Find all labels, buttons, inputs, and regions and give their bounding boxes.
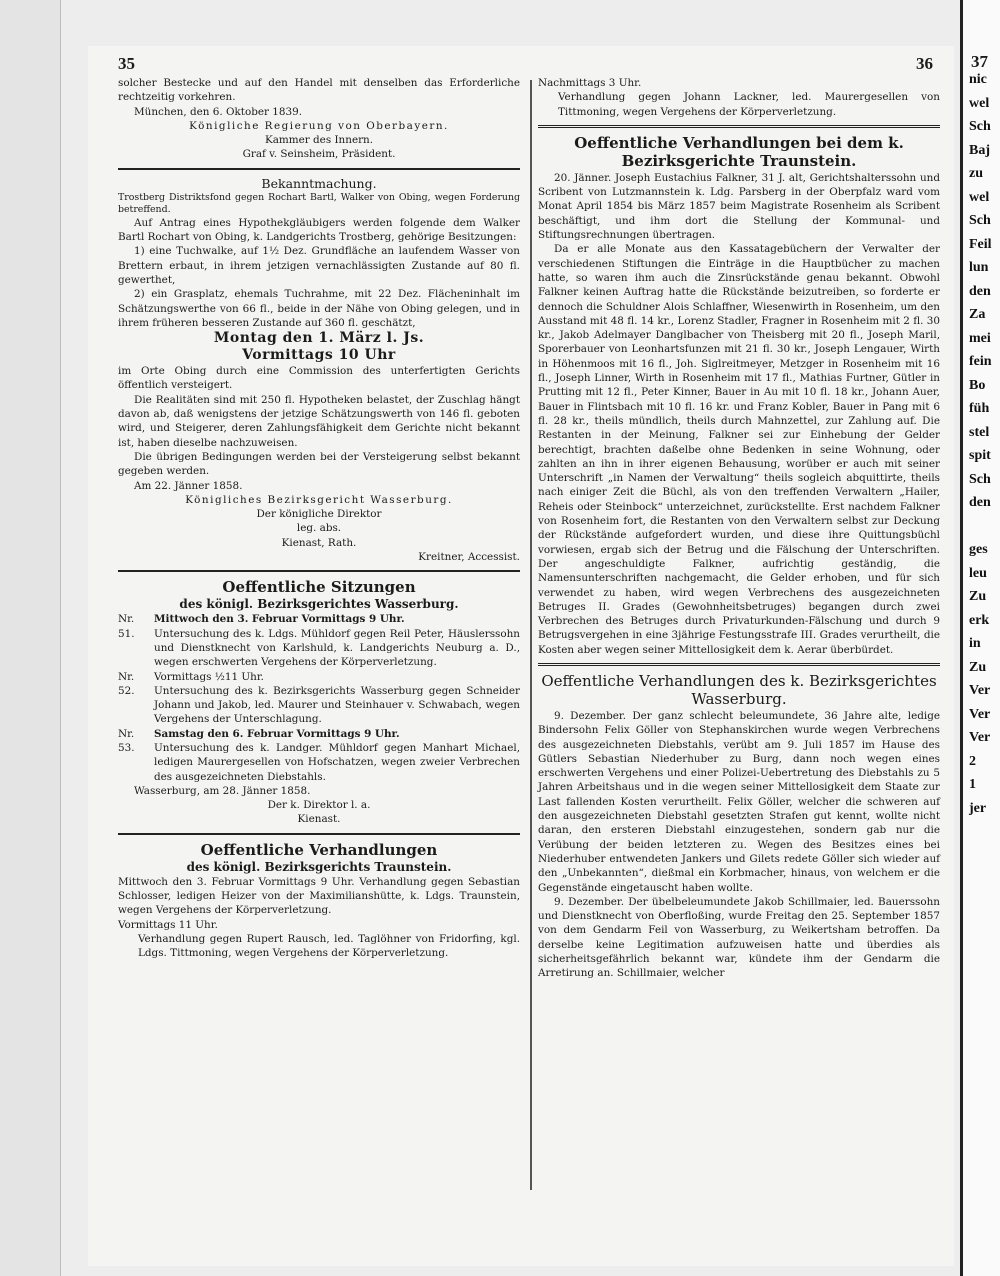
intro-text: solcher Bestecke und auf den Handel mit denselben das Erforderliche rechtzeitig vorkehren.: [118, 77, 520, 104]
notice-clerk: Kreitner, Accessist.: [418, 551, 520, 564]
notice-signatory: Kienast, Rath.: [281, 536, 357, 549]
page-number-edge: 37: [971, 52, 988, 71]
notice-paragraph: Die Realitäten sind mit 250 fl. Hypotheken belastet, der Zuschlag hängt davon ab, daß wenigstens der jetzige Schätzungswerth von 146 fl. geboten wird, und Steigerer, deren Zahlungsfähigkeit dem Gerichte nicht bekannt ist, haben dieselbe nachzuweisen.: [118, 393, 520, 449]
session-number: Nr. 52.: [118, 670, 135, 697]
notice-court: Königliches Bezirksgericht Wasserburg.: [185, 493, 453, 506]
sessions-director: Der k. Direktor l. a.: [267, 799, 371, 812]
binding-edge: [0, 0, 61, 1276]
session-time: Samstag den 6. Februar Vormittags 9 Uhr.: [154, 727, 400, 740]
divider: [118, 168, 520, 170]
traunstein-section-title: Oeffentliche Verhandlungen bei dem k. Bezirksgerichte Traunstein.: [574, 133, 904, 170]
notice-paragraph: Auf Antrag eines Hypothekgläubigers werden folgende dem Walker Bartl Rochart von Obing, k. Landgerichts Trostberg, gehörige Besitzungen:: [118, 216, 520, 244]
session-number: Nr. 53.: [118, 727, 135, 754]
sessions-title: Oeffentliche Sitzungen: [222, 578, 416, 597]
hearing-time: Vormittags 11 Uhr.: [118, 918, 218, 931]
edge-text-fragments: nic wel Sch Baj zu wel Sch Feil lun den Za mei fein Bo füh stel spit Sch den ges leu Zu erk in Zu Ver Ver Ver 2 1 jer: [969, 72, 992, 816]
left-column: [118, 76, 520, 961]
case-paragraph: 20. Jänner. Joseph Eustachius Falkner, 31 J. alt, Gerichtshalterssohn und Scribent von Lutzmannstein k. Ldg. Parsberg in der Oberpfalz ward vom Monat April 1854 bis März 1857 beim Magistrate Rosenheim als Scribent beschäftigt, und ihm dort die Stellung der Kommunal- und Stiftungsrechnungen übertragen.: [538, 171, 940, 242]
case-paragraph: Da er alle Monate aus den Kassatagebüchern der Verwalter der verschiedenen Stiftungen die Einträge in die Hauptbücher zu machen hatte, so waren ihm auch die Zinsrückstände genau bekannt. Obwohl Falkner keinen Auftrag hatte die Rückstände beizutreiben, so forderte er dennoch die Schuldner Alois Schlaffner, Wiesenwirth in Rosenheim, um den Ausstand mit 48 fl. 14 kr., Lorenz Stadler, Fragner in Rosenheim mit 2 fl. 30 kr., Jakob Adelmayer Danglbacher von Theisberg mit 20 fl., Joseph Maril, Sporerbauer von Leonhartsfunzen mit 21 fl. 30 kr., Joseph Lengauer, Wirth in Höhenmoos mit 16 fl., Joh. Siglreitmeyer, Metzger in Rosenheim mit 16 fl., Joseph Linner, Wirth in Rosenheim mit 17 fl., Mathias Furtner, Gütler in Prutting mit 12 fl., Peter Kinner, Bauer in Au mit 10 fl. 18 kr., Johann Auer, Bauer in Flintsbach mit 10 fl. 16 kr. und Franz Kobler, Bauer in Pang mit 6 fl. 28 kr., theils mündlich, theils durch Mahnzettel, zur Zahlung auf. Die Restanten in der Meinung, Falkner sei zur Einhebung der Gelder berechtigt, brachten daßelbe ohne Bedenken in seine Wohnung, oder zahlten an ihn in ihrer eigenen Behausung, worüber er auch mit seiner Unterschrift „in Namen der Verwaltung“ theils sogleich abquittirte, theils nach einiger Zeit die Büchl, als von den treffenden Verwaltern „Hailer, Reheis oder Steinbock“ unterzeichnet, zurückstellte. Erst nachdem Falkner von Rosenheim fort, die Restanten von den Verwaltern selbst zur Deckung der Rückstände aufgefordert wurden, und diese ihre Quittungsbüchl vorwiesen, ergab sich der Betrug und die Fälschung der Unterschriften. Der angeschuldigte Falkner, aufrichtig geständig, die Namensunterschriften nachgemacht, die Gelder erhoben, und für sich verwendet zu haben, wird wegen Verbrechens des ausgezeichneten Betruges II. Grades (Gewohnheitsbetruges) begangen durch zwei Verbrechen des Betruges durch Privaturkunden-Fälschung und durch 9 Betrugsvergehen in eine 3jährige Festungsstrafe III. Grades verurtheilt, die Kosten aber wegen seiner Mittellosigkeit dem k. Aerar überbürdet.: [538, 243, 940, 656]
column-divider: [530, 80, 532, 1190]
adjacent-page-edge: [960, 0, 1000, 1276]
session-body: Untersuchung des k. Landger. Mühldorf gegen Manhart Michael, ledigen Maurergesellen von Hofschatzen, wegen zweier Verbrechen des ausgezeichneten Diebstahls.: [154, 741, 520, 783]
hearing-text: Verhandlung gegen Johann Lackner, led. Maurergesellen von Tittmoning, wegen Vergehens der Körperverletzung.: [558, 91, 940, 118]
session-entry: [118, 727, 520, 784]
session-time: Mittwoch den 3. Februar Vormittags 9 Uhr.: [154, 613, 405, 626]
page-number-right: 36: [916, 54, 933, 73]
session-time: Vormittags ½11 Uhr.: [154, 670, 264, 683]
notice-paragraph: Die übrigen Bedingungen werden bei der Versteigerung selbst bekannt gegeben werden.: [118, 450, 520, 478]
right-column: [538, 76, 940, 981]
notice-item-1: 1) eine Tuchwalke, auf 1½ Dez. Grundfläche an laufendem Wasser von Brettern erbaut, in ihrem jetzigen vernachlässigten Zustande auf 80 fl. gewerthet,: [118, 245, 520, 286]
decree-department: Kammer des Innern.: [264, 134, 374, 147]
traunstein-subtitle: des königl. Bezirksgerichts Traunstein.: [186, 859, 452, 874]
case-paragraph: 9. Dezember. Der ganz schlecht beleumundete, 36 Jahre alte, ledige Bindersohn Felix Göller von Stephanskirchen wurde wegen Verbrechens des ausgezeichneten Diebstahls, verübt am 9. Juli 1857 im Hause des Gütlers Sebastian Niederhuber zu Burg, dann noch wegen eines erschwerten Vergehens und einer Polizei-Uebertretung des Diebstahls zu 5 Jahren Arbeitshaus und in die wegen seiner Mittellosigkeit dem Staate zur Last fallenden Kosten verurtheilt. Felix Göller, welcher die schweren auf den ausgezeichneten Diebstahl gesetzten Strafen gut kennt, wollte nicht daran, den ersteren Diebstahl einzugestehen, sondern gab nur die Verübung der beiden letzteren zu. Wegen des Besitzes eines bei Niederhuber entwendeten Jankers und Gilets redete Göller sich wieder auf den „Unbekannten“, dießmal ein Korbmacher, hinaus, von welchem er die Gegenstände eingetauscht haben wollte.: [538, 709, 940, 894]
notice-title: Bekanntmachung.: [261, 175, 377, 191]
hearing-text: Mittwoch den 3. Februar Vormittags 9 Uhr. Verhandlung gegen Sebastian Schlosser, ledigen Heizer von der Maximilianshütte, k. Ldgs. Traunstein, wegen Vergehens der Körperverletzung.: [118, 875, 520, 917]
sessions-subtitle: des königl. Bezirksgerichtes Wasserburg.: [179, 597, 459, 612]
session-entry: [118, 670, 520, 727]
page-number-left: 35: [118, 54, 135, 73]
auction-time: Vormittags 10 Uhr: [242, 347, 396, 364]
session-number: Nr. 51.: [118, 613, 135, 640]
hearing-time: Nachmittags 3 Uhr.: [538, 77, 642, 89]
hearing-text: Verhandlung gegen Rupert Rausch, led. Taglöhner von Fridorfing, kgl. Ldgs. Tittmoning, wegen Vergehens der Körperverletzung.: [138, 932, 520, 960]
case-paragraph: 9. Dezember. Der übelbeleumundete Jakob Schillmaier, led. Bauerssohn und Dienstknecht von Oberfloßing, wurde Freitag den 25. September 1857 von dem Gendarm Feil von Wasserburg, zu Weikertsham betroffen. Da derselbe keine Legitimation aufzuweisen hatte und überdies als sicherheitsgefährlich bekannt war, kündete ihm der Gendarm die Arretirung an. Schillmaier, welcher: [538, 895, 940, 980]
notice-leg: leg. abs.: [296, 522, 342, 535]
sessions-date: Wasserburg, am 28. Jänner 1858.: [134, 784, 311, 797]
traunstein-title: Oeffentliche Verhandlungen: [200, 840, 438, 859]
divider: [118, 570, 520, 572]
notice-item-2: 2) ein Grasplatz, ehemals Tuchrahme, mit 22 Dez. Flächeninhalt im Schätzungswerthe von 66 fl., beide in der Nähe von Obing gelegen, und in ihrem früheren besseren Zustande auf 360 fl. geschätzt,: [118, 288, 520, 329]
decree-signature: Graf v. Seinsheim, Präsident.: [242, 148, 396, 161]
wasserburg-section-title: Oeffentliche Verhandlungen des k. Bezirksgerichtes Wasserburg.: [541, 671, 937, 708]
notice-date: Am 22. Jänner 1858.: [134, 479, 243, 492]
decree-date: München, den 6. Oktober 1839.: [134, 105, 303, 118]
session-body: Untersuchung des k. Bezirksgerichts Wasserburg gegen Schneider Johann und Jakob, led. Maurer und Steinhauer v. Schwabach, wegen Vergehens der Unterschlagung.: [154, 684, 520, 726]
notice-paragraph: im Orte Obing durch eine Commission des unterfertigten Gerichts öffentlich versteigert.: [118, 365, 520, 392]
session-body: Untersuchung des k. Ldgs. Mühldorf gegen Reil Peter, Häuslerssohn und Dienstknecht von Karlshuld, k. Landgerichts Neuburg a. D., wegen erschwerten Vergehens der Körperverletzung.: [154, 627, 520, 669]
divider: [538, 663, 940, 666]
sessions-signature: Kienast.: [297, 813, 341, 826]
decree-authority: Königliche Regierung von Oberbayern.: [189, 119, 449, 132]
divider: [118, 833, 520, 835]
notice-subject: Trostberg Distriktsfond gegen Rochart Bartl, Walker von Obing, wegen Forderung betreffend.: [118, 191, 520, 215]
notice-director: Der königliche Direktor: [256, 508, 382, 521]
session-entry: [118, 612, 520, 669]
auction-date: Montag den 1. März l. Js.: [213, 330, 425, 347]
divider: [538, 125, 940, 128]
